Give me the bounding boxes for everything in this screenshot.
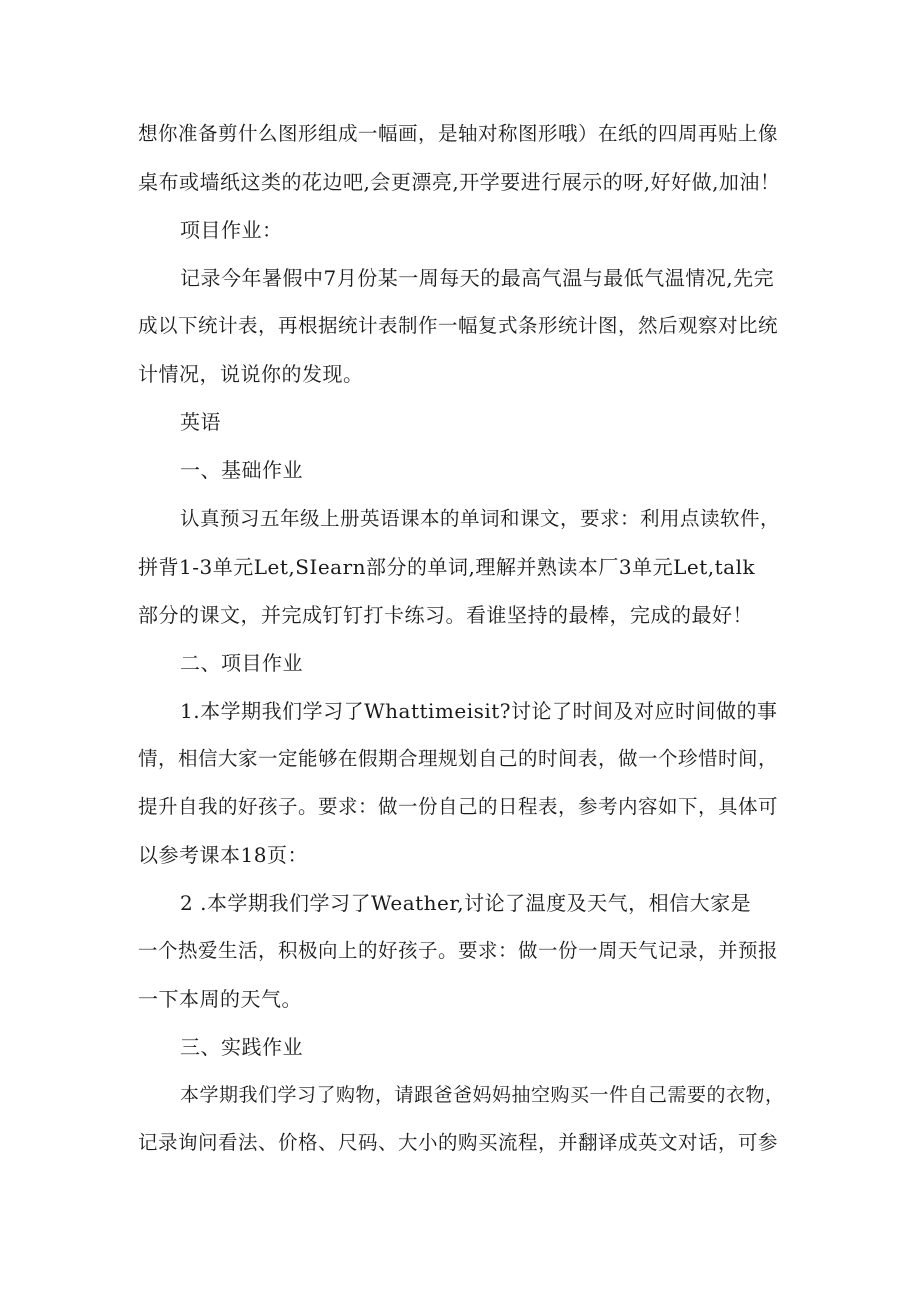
text-line: 记录今年暑假中7月份某一周每天的最高气温与最低气温情况,先完 — [180, 266, 775, 290]
subject-heading: 英语 — [180, 410, 221, 434]
section-heading: 项目作业： — [180, 218, 283, 242]
text-line: 提升自我的好孩子。要求：做一份自己的日程表，参考内容如下，具体可 — [138, 795, 779, 818]
text-line: 一下本周的天气。 — [138, 987, 302, 1011]
text-line: 记录询问看法、价格、尺码、大小的购买流程，并翻译成英文对话，可参 — [138, 1131, 779, 1154]
text-line: 桌布或墙纸这类的花边吧,会更漂亮,开学要进行展示的呀,好好做,加油！ — [138, 170, 781, 194]
text-line: 本学期我们学习了购物，请跟爸爸妈妈抽空购买一件自己需要的衣物， — [180, 1084, 785, 1106]
text-line: 想你准备剪什么图形组成一幅画，是轴对称图形哦）在纸的四周再贴上像 — [138, 122, 779, 145]
text-line: 以参考课本18页： — [138, 843, 308, 867]
text-line: 计情况，说说你的发现。 — [138, 362, 364, 386]
text-line: 认真预习五年级上册英语课本的单词和课文，要求：利用点读软件， — [180, 507, 781, 530]
text-line: 拼背1-3单元Let,SIearn部分的单词,理解并熟读本厂3单元Let,talk — [138, 555, 756, 579]
section-heading: 一、基础作业 — [180, 458, 303, 482]
text-line: 2 .本学期我们学习了Weather,讨论了温度及天气，相信大家是 — [180, 891, 752, 915]
section-heading: 三、实践作业 — [180, 1035, 303, 1059]
text-line: 部分的课文，并完成钉钉打卡练习。看谁坚持的最棒，完成的最好！ — [138, 603, 753, 627]
text-line: 情，相信大家一定能够在假期合理规划自己的时间表，做一个珍惜时间， — [138, 747, 779, 770]
text-line: 1.本学期我们学习了Whattimeisit?讨论了时间及对应时间做的事 — [180, 699, 778, 723]
text-line: 成以下统计表，再根据统计表制作一幅复式条形统计图，然后观察对比统 — [138, 314, 779, 337]
section-heading: 二、项目作业 — [180, 651, 303, 675]
text-line: 一个热爱生活，积极向上的好孩子。要求：做一份一周天气记录，并预报 — [138, 939, 779, 962]
